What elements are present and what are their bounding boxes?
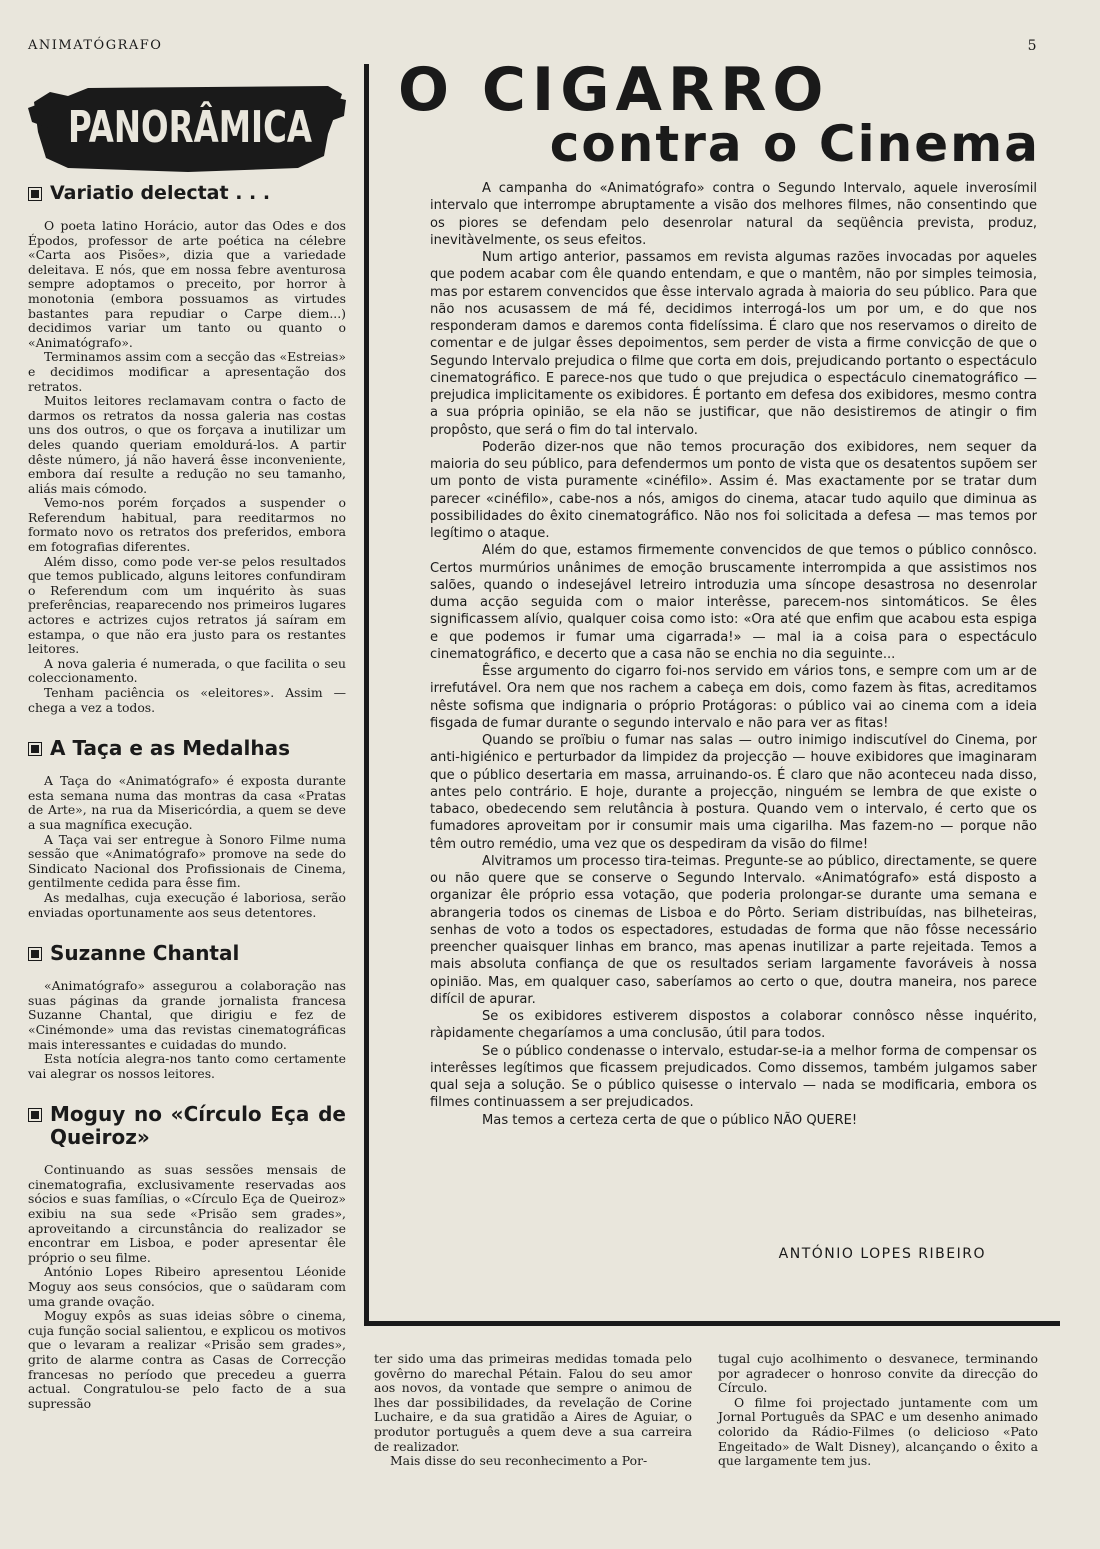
article-body: [430, 180, 1037, 1129]
bullet-square-icon: [28, 947, 42, 961]
section-heading: [28, 737, 346, 760]
paragraph: Esta notícia alegra-nos tanto como certamente vai alegrar os nossos leitores.: [28, 1051, 346, 1081]
paragraph: Se os exibidores estiverem dispostos a colaborar connôsco nêsse inquérito, ràpidamente chegaríamos a uma conclusão, útil para todos.: [430, 1009, 1037, 1042]
article-signature: ANTÓNIO LOPES RIBEIRO: [778, 1246, 986, 1262]
continuation-column-1: [374, 1352, 692, 1469]
paragraph: Além disso, como pode ver-se pelos resultados que temos publicado, alguns leitores confundiram o Referendum com um inquérito às suas preferências, reaparecendo nos primeiros lugares actores e actrizes cujos retratos já saíram em estampa, o que não era justo para os restantes leitores.: [28, 553, 346, 657]
article-border-bottom: [364, 1321, 1060, 1326]
article-border-left: [364, 64, 369, 1326]
section-heading: [28, 1103, 346, 1149]
article-subtitle: contra o Cinema: [549, 115, 1040, 173]
paragraph: Poderão dizer-nos que não temos procuração dos exibidores, nem sequer da maioria do seu público, para defendermos um ponto de vista que os desatentos supõem ser um ponto de vista puramente «cinéfilo». Assim é. Mas exactamente por se tratar dum parecer «cinéfilo», cabe-nos a nós, amigos do cinema, atacar tudo aquilo que diminua as possibilidades do êxito cinematográfico. Não nos foi solicitada a defesa — mas temos por legítimo o ataque.: [430, 439, 1037, 541]
paragraph: A campanha do «Animatógrafo» contra o Segundo Intervalo, aquele inverosímil intervalo que interrompe abruptamente a visão dos melhores filmes, não consentindo que os piores se defendam pelo desenrolar natural da seqüência prevista, produz, inevitàvelmente, os seus efeitos.: [430, 181, 1037, 248]
paragraph: Alvitramos um processo tira-teimas. Pregunte-se ao público, directamente, se quere ou não quere que se conserve o Segundo Intervalo. «Animatógrafo» está disposto a organizar êle próprio essa votação, que poderia prolongar-se durante uma semana e abrangeria todos os cinemas de Lisboa e do Pôrto. Seriam distribuídas, nas bilheteiras, senhas de voto a todos os espectadores, estudadas de forma que não fôsse necessário preencher quaisquer linhas em branco, mas apenas inutilizar a parte rejeitada. Temos a mais absoluta confiança de que os resultados seriam largamente favoráveis à nossa opinião. Mas, em qualquer caso, saberíamos ao certo o que, doutra maneira, nos parece difícil de apurar.: [430, 853, 1037, 1007]
paragraph: Tenham paciência os «eleitores». Assim — chega a vez a todos.: [28, 685, 346, 715]
paragraph: As medalhas, cuja execução é laboriosa, serão enviadas oportunamente aos seus detentores.: [28, 889, 346, 920]
heading-text: Suzanne Chantal: [50, 941, 240, 966]
heading-text: A Taça e as Medalhas: [50, 736, 290, 761]
heading-text: Moguy no «Círculo Eça de Queiroz»: [50, 1102, 346, 1150]
section-taca: [28, 737, 346, 920]
left-column: [28, 182, 346, 1433]
paragraph: Continuando as suas sessões mensais de cinematografia, exclusivamente reservadas aos sócios e suas famílias, o «Círculo Eça de Queiroz» exibiu na sua sede «Prisão sem grades», aproveitando a circunstância do realizador se encontrar em Lisboa, e poder apresentar êle próprio o seu filme.: [28, 1162, 346, 1265]
page-number: 5: [1027, 38, 1038, 54]
section-moguy: [28, 1103, 346, 1411]
section-chantal: [28, 942, 346, 1081]
section-heading: [28, 182, 346, 205]
paragraph: Vemo-nos porém forçados a suspender o Referendum habitual, para reeditarmos no formato novo os retratos dos preferidos, embora em fotografias diferentes.: [28, 495, 346, 555]
section-variatio: [28, 182, 346, 715]
running-header: ANIMATÓGRAFO: [28, 38, 163, 53]
paragraph: António Lopes Ribeiro apresentou Léonide Moguy aos seus consócios, que o saüdaram com uma grande ovação.: [28, 1264, 346, 1309]
paragraph: O poeta latino Horácio, autor das Odes e dos Épodos, professor de arte poética na célebre «Carta aos Pisões», dizia que a variedade deleitava. E nós, que em nossa febre aventurosa sempre adoptamos o preceito, por horror à monotonia (embora possuamos as virtudes bastantes para repudiar o Carpe diem...) decidimos variar um tanto ou quanto o «Animatógrafo».: [28, 218, 346, 350]
bullet-square-icon: [28, 1108, 42, 1122]
paragraph: Mais disse do seu reconhecimento a Por-: [390, 1453, 648, 1469]
paragraph: Se o público condenasse o intervalo, estudar-se-ia a melhor forma de compensar os interêsses legítimos que ficassem prejudicados. Como dissemos, também julgamos saber qual seja a solução. Se o público quisesse o intervalo — nada se modificaria, embora os filmes continuassem a ser prejudicados.: [430, 1043, 1037, 1111]
paragraph: A Taça do «Animatógrafo» é exposta durante esta semana numa das montras da casa «Pratas de Arte», na rua da Misericórdia, a quem se deve a sua magnífica execução.: [28, 773, 346, 832]
paragraph: Mas temos a certeza certa de que o público NÃO QUERE!: [482, 1112, 858, 1128]
panoramica-banner: [28, 72, 399, 176]
banner-text: PANORÂMICA: [68, 102, 399, 153]
heading-text: Variatio delectat . . .: [50, 182, 271, 204]
paragraph: tugal cujo acolhimento o desvanece, terminando por agradecer o honroso convite da direcção do Círculo.: [718, 1351, 1038, 1396]
paragraph: «Animatógrafo» assegurou a colaboração nas suas páginas da grande jornalista francesa Suzanne Chantal, que dirigiu e fez de «Cinémonde» uma das revistas cinematográficas mais interessantes e cuidadas do mundo.: [28, 978, 346, 1052]
bullet-square-icon: [28, 187, 42, 201]
paragraph: Quando se proïbiu o fumar nas salas — outro inimigo indiscutível do Cinema, por anti-higiénico e perturbador da limpidez da projecção — houve exibidores que imaginaram que o público desertaria em massa, arruinando-os. É claro que não aconteceu nada disso, antes pelo contrário. E hoje, durante a projecção, ninguém se lembra de que existe o tabaco, obedecendo sem relutância à postura. Quando vem o intervalo, é certo que os fumadores aproveitam por ir consumir mais uma cigarilha. Mas fazem-no — porque não têm outro remédio, uma vez que os despediram da visão do filme!: [430, 733, 1037, 852]
paragraph: Êsse argumento do cigarro foi-nos servido em vários tons, e sempre com um ar de irrefutável. Ora nem que nos rachem a cabeça em dois, como fazem às fitas, acreditamos nêste sofisma que indignaria o próprio Protágoras: o público vai ao cinema com a ideia fisgada de fumar durante o segundo intervalo e não para ver as fitas!: [430, 664, 1037, 731]
paragraph: A Taça vai ser entregue à Sonoro Filme numa sessão que «Animatógrafo» promove na sede do Sindicato Nacional dos Profissionais de Cinema, gentilmente cedida para êsse fim.: [28, 831, 346, 891]
paragraph: Além do que, estamos firmemente convencidos de que temos o público connôsco. Certos murmúrios unânimes de emoção bruscamente interrompida a que assistimos nos salões, quando o indesejável letreiro introduzia uma síncope desastrosa no desenrolar duma acção seguida com o maior interêsse, parecem-nos sintomáticos. Se êles significassem alívio, qualquer coisa como isto: «Ora até que enfim que acabou esta espiga e que podemos ir fumar uma cigarrada!» — mal ia a coisa para o espectáculo cinematográfico, e decerto que a casa não se enchia no dia seguinte...: [430, 543, 1037, 662]
paragraph: Num artigo anterior, passamos em revista algumas razões invocadas por aqueles que podem acabar com êle quando entendam, e que o mantêm, não por simples teimosia, mas por estarem convencidos que êsse intervalo agrada à maioria do seu público. Para que não nos acusassem de má fé, decidimos interrogá-los um por um, e do que nos responderam damos e daremos conta fidelíssima. É claro que nos reservamos o direito de comentar e de julgar êsses depoimentos, sem perder de vista a firme convicção de que o Segundo Intervalo prejudica o filme que corta em dois, prejudicando portanto o espectáculo cinematográfico. E parece-nos que tudo o que prejudica o espectáculo cinematográfico — prejudica implicitamente os exibidores. É portanto em defesa dos exibidores, mesmo contra a sua própria opinião, se ela não se justificar, que não desistiremos de atingir o fim propôsto, que será o fim do tal intervalo.: [430, 250, 1037, 438]
paragraph: ter sido uma das primeiras medidas tomada pelo govêrno do marechal Pétain. Falou do seu amor aos novos, da vontade que sempre o animou de lhes dar possibilidades, da revelação de Corine Luchaire, e da sua gratidão a Aires de Aguiar, o produtor português a quem deve a sua carreira de realizador.: [374, 1351, 692, 1454]
article-title: O CIGARRO: [398, 55, 830, 125]
paragraph: O filme foi projectado juntamente com um Jornal Português da SPAC e um desenho animado colorido da Rádio-Filmes (o delicioso «Pato Engeitado» de Walt Disney), alcançando o êxito a que largamente tem jus.: [718, 1394, 1038, 1469]
banner-graphic: [28, 72, 399, 176]
paragraph: Terminamos assim com a secção das «Estreias» e decidimos modificar a apresentação dos retratos.: [28, 349, 346, 394]
bullet-square-icon: [28, 742, 42, 756]
paragraph: Muitos leitores reclamavam contra o facto de darmos os retratos da nossa galeria nas costas uns dos outros, o que os forçava a inutilizar um deles quando queriam emoldurá-los. A partir dêste número, já não haverá êsse inconveniente, embora daí resulte a redução no seu tamanho, aliás mais cómodo.: [28, 393, 346, 496]
continuation-column-2: [718, 1352, 1038, 1469]
paragraph: Moguy expôs as suas ideias sôbre o cinema, cuja função social salientou, e explicou os motivos que o levaram a realizar «Prisão sem grades», grito de alarme contra as Casas de Correcção francesas no período que precedeu a guerra actual. Congratulou-se pelo facto de a sua supressão: [28, 1308, 346, 1411]
section-heading: [28, 942, 346, 965]
paragraph: A nova galeria é numerada, o que facilita o seu coleccionamento.: [28, 655, 346, 686]
